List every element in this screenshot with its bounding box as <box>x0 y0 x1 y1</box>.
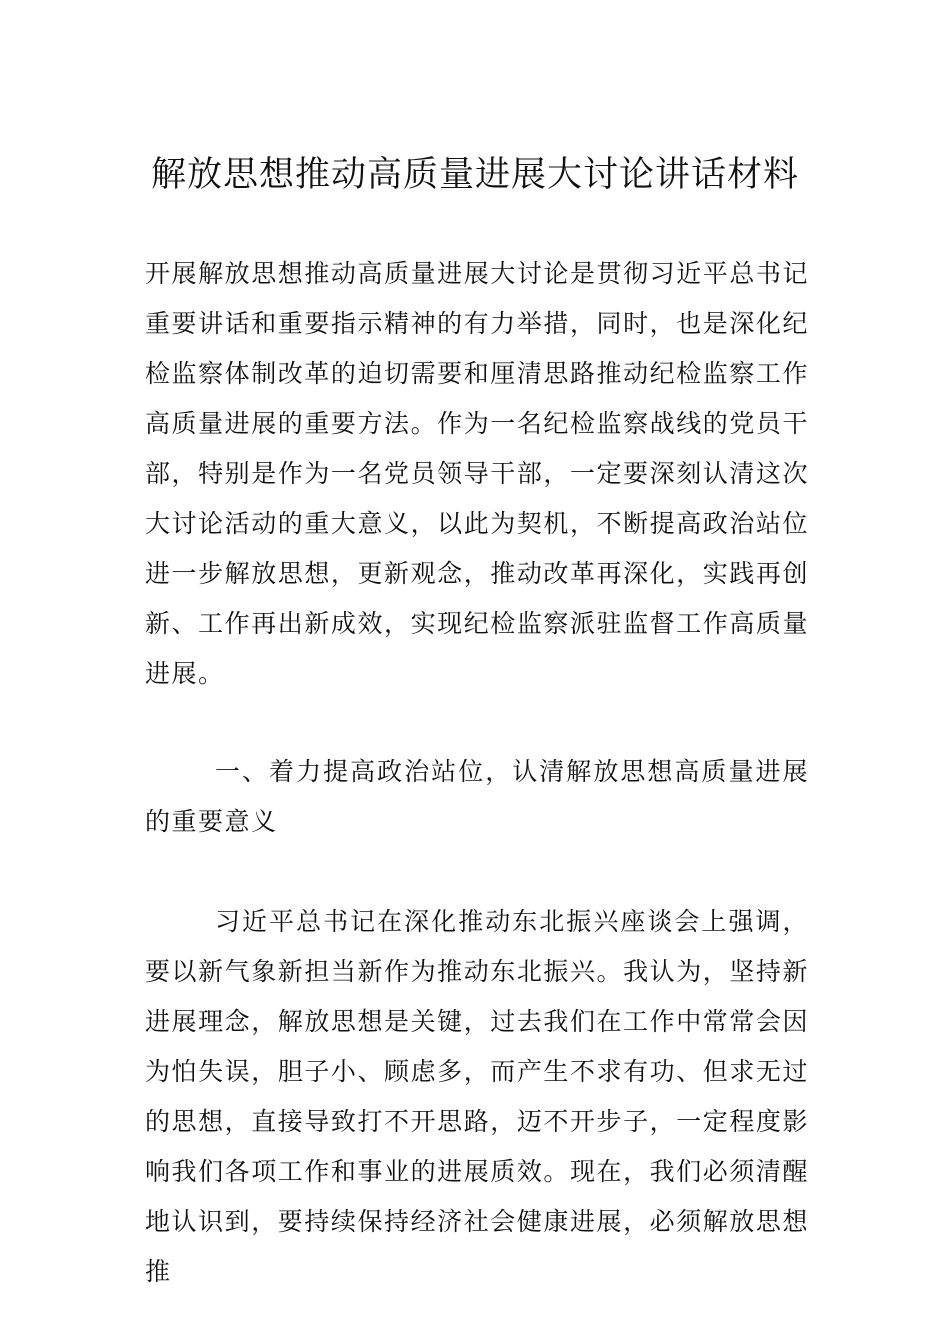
section-heading: 一、着力提高政治站位，认清解放思想高质量进展的重要意义 <box>145 757 809 836</box>
body-paragraph: 习近平总书记在深化推动东北振兴座谈会上强调，要以新气象新担当新作为推动东北振兴。我认为，坚持新进展理念，解放思想是关键，过去我们在工作中常常会因为怕失误，胆子小、顾虑多，而产生不求有功、但求无过的思想，直接导致打不开思路，迈不开步子，一定程度影响我们各项工作和事业的进展质效。现在，我们必须清醒地认识到，要持续保持经济社会健康进展，必须解放思想推 <box>145 907 809 1286</box>
intro-paragraph: 开展解放思想推动高质量进展大讨论是贯彻习近平总书记重要讲话和重要指示精神的有力举措，同时，也是深化纪检监察体制改革的迫切需要和厘清思路推动纪检监察工作高质量进展的重要方法。作为一名纪检监察战线的党员干部，特别是作为一名党员领导干部，一定要深刻认清这次大讨论活动的重大意义，以此为契机，不断提高政治站位进一步解放思想，更新观念，推动改革再深化，实践再创新、工作再出新成效，实现纪检监察派驻监督工作高质量进展。 <box>145 259 809 688</box>
document-title: 解放思想推动高质量进展大讨论讲话材料 <box>150 155 799 196</box>
